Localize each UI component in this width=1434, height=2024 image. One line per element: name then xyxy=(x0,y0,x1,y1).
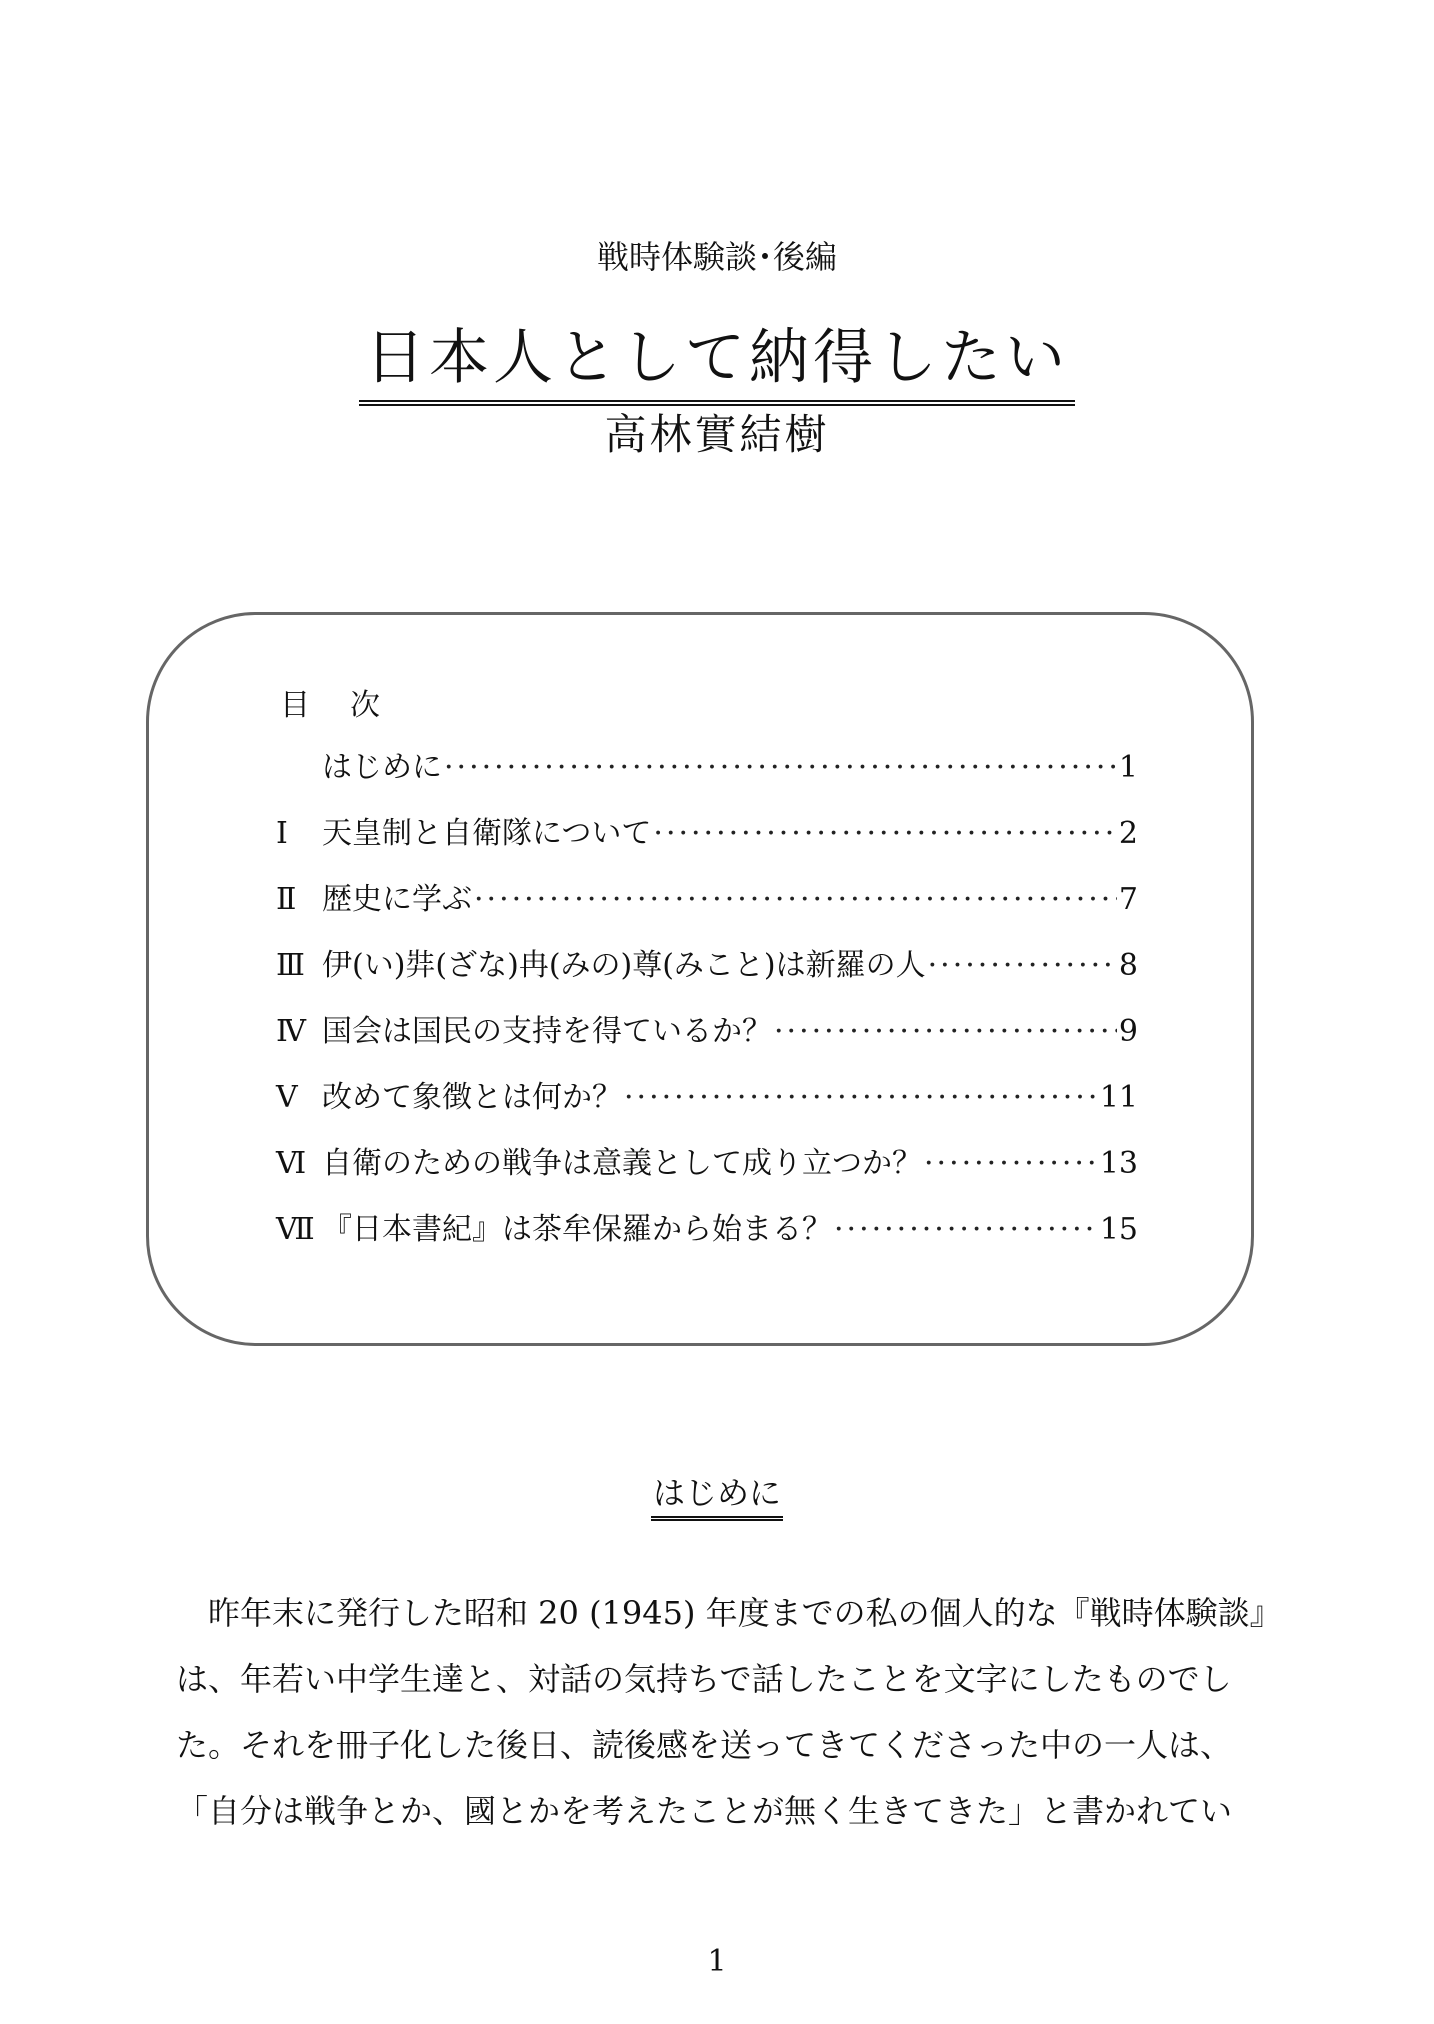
toc-item-number: Ⅳ xyxy=(276,1014,306,1049)
toc-item-number: Ⅵ xyxy=(276,1146,307,1181)
body-line: 「自分は戦争とか、國とかを考えたことが無く生きてきた」と書かれてい xyxy=(176,1792,1233,1830)
body-line: た。それを冊子化した後日、読後感を送ってきてくださった中の一人は、 xyxy=(176,1726,1233,1764)
body-text xyxy=(176,1588,1282,1852)
toc-item-page: 1 xyxy=(1118,750,1138,785)
toc-item[interactable] xyxy=(276,1204,1138,1270)
toc-item-page: 15 xyxy=(1099,1212,1138,1247)
toc-leader-dots xyxy=(924,1146,1098,1181)
toc-item[interactable] xyxy=(276,1006,1138,1072)
toc-item-page: 2 xyxy=(1118,816,1138,851)
toc-leader-dots xyxy=(928,948,1117,983)
toc-item-page: 8 xyxy=(1118,948,1138,983)
toc-item-number: Ⅲ xyxy=(276,948,305,983)
toc-item[interactable] xyxy=(276,808,1138,874)
subtitle: 戦時体験談･後編 xyxy=(596,238,837,276)
toc-item[interactable] xyxy=(276,874,1138,940)
toc-leader-dots xyxy=(474,882,1117,917)
section-heading-block xyxy=(0,1468,1434,1521)
toc-item-page: 7 xyxy=(1118,882,1138,917)
toc-item[interactable] xyxy=(276,940,1138,1006)
toc-item-label: 改めて象徴とは何か？ xyxy=(322,1080,622,1115)
page-number: 1 xyxy=(707,1944,727,1979)
toc-leader-dots xyxy=(653,816,1117,851)
toc-item-number: Ⅴ xyxy=(276,1080,298,1115)
toc-leader-dots xyxy=(834,1212,1098,1247)
toc-item-label: 『日本書紀』は茶牟保羅から始まる？ xyxy=(322,1212,832,1247)
toc-leader-dots xyxy=(444,750,1117,785)
toc-item[interactable] xyxy=(276,742,1138,808)
title-block xyxy=(0,310,1434,406)
toc-item[interactable] xyxy=(276,1072,1138,1138)
toc-item-label: 天皇制と自衛隊について xyxy=(322,816,652,851)
toc-item-number: Ⅱ xyxy=(276,882,297,917)
toc-list xyxy=(276,742,1138,1270)
toc-item-label: 歴史に学ぶ xyxy=(322,882,472,917)
toc-item-page: 11 xyxy=(1099,1080,1138,1115)
toc-item[interactable] xyxy=(276,1138,1138,1204)
page-title: 日本人として納得したい xyxy=(359,310,1075,406)
toc-item-page: 13 xyxy=(1099,1146,1138,1181)
toc-item-label: 自衛のための戦争は意義として成り立つか？ xyxy=(322,1146,922,1181)
body-line: 昨年末に発行した昭和 20 (1945) 年度までの私の個人的な『戦時体験談』 xyxy=(208,1594,1282,1632)
toc-item-label: 伊(い)弉(ざな)冉(みの)尊(みこと)は新羅の人 xyxy=(322,948,926,983)
toc-heading: 目次 xyxy=(280,688,420,723)
toc-item-number: Ⅰ xyxy=(276,816,288,851)
body-line: は、年若い中学生達と、対話の気持ちで話したことを文字にしたものでし xyxy=(176,1660,1232,1698)
section-title: はじめに xyxy=(651,1468,783,1521)
toc-item-label: 国会は国民の支持を得ているか？ xyxy=(322,1014,772,1049)
author-name: 高林實結樹 xyxy=(604,410,830,459)
toc-item-page: 9 xyxy=(1118,1014,1138,1049)
toc-leader-dots xyxy=(774,1014,1117,1049)
toc-leader-dots xyxy=(624,1080,1098,1115)
toc-item-label: はじめに xyxy=(322,750,442,785)
toc-item-number: Ⅶ xyxy=(276,1212,315,1247)
